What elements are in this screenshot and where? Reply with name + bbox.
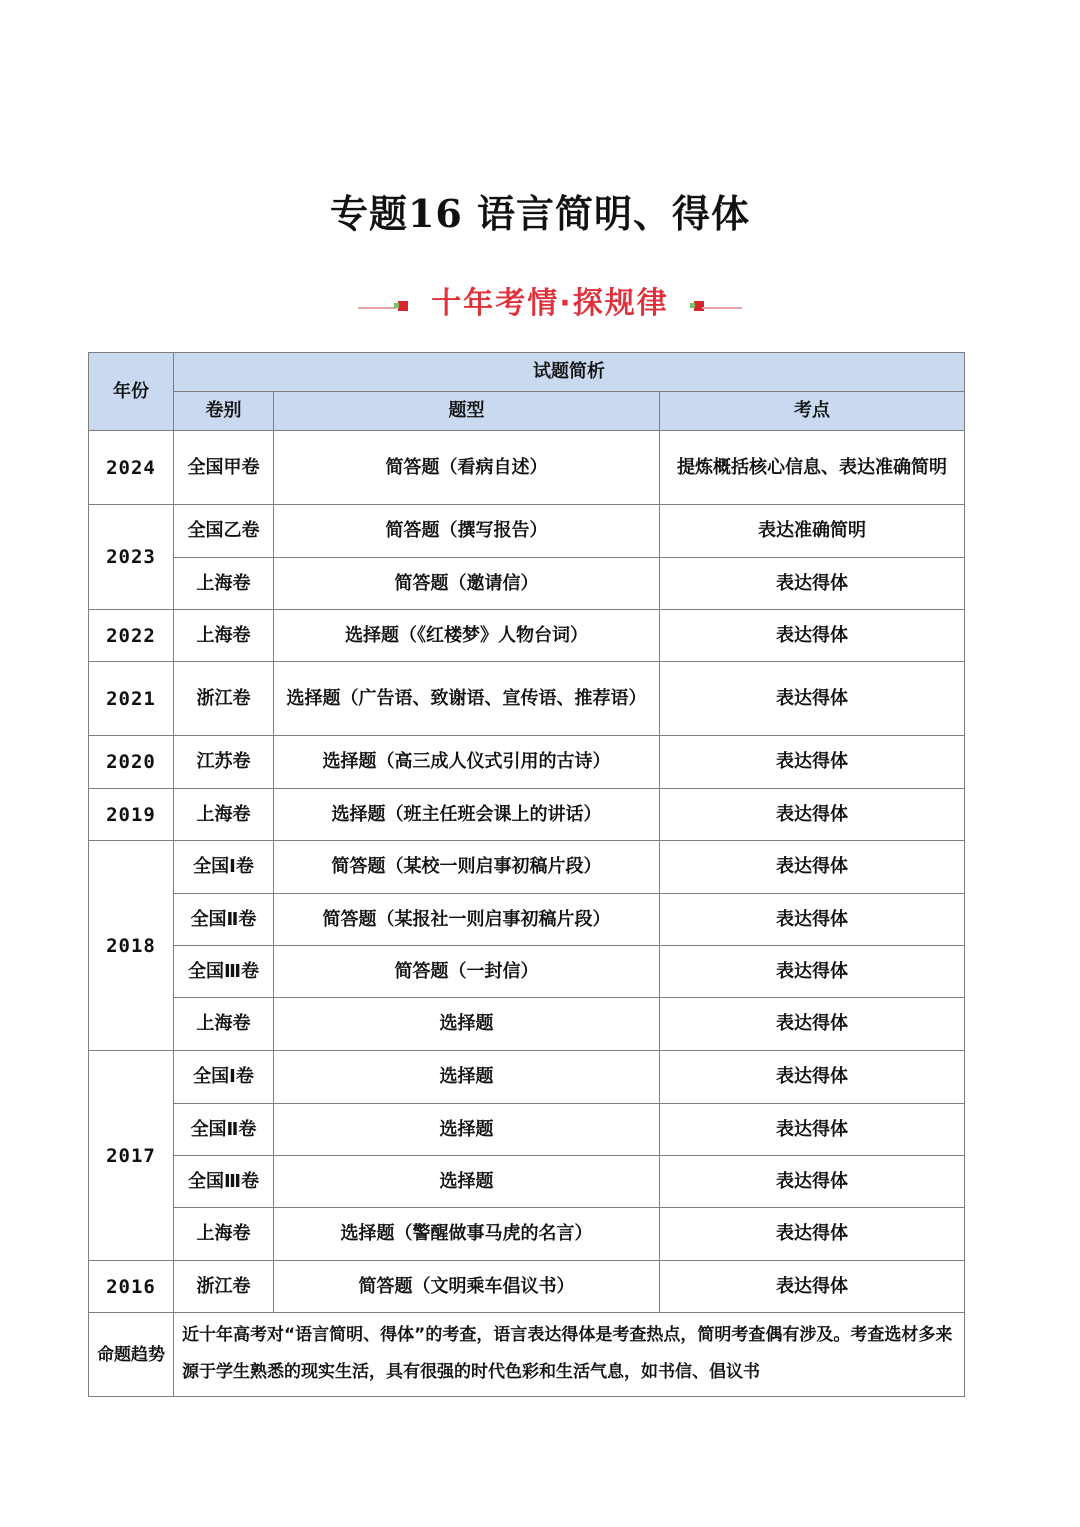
year-cell: 2021	[89, 662, 174, 736]
table-row	[89, 789, 965, 841]
table-row	[89, 431, 965, 505]
table-body	[89, 431, 965, 1397]
type-cell: 选择题	[274, 998, 660, 1051]
table-row	[89, 1156, 965, 1208]
type-cell: 选择题（《红楼梦》人物台词）	[274, 610, 660, 662]
type-cell: 简答题（一封信）	[274, 946, 660, 998]
year-cell: 2024	[89, 431, 174, 505]
year-cell: 2017	[89, 1051, 174, 1261]
paper-cell: 浙江卷	[174, 662, 274, 736]
paper-cell: 全国Ⅱ卷	[174, 894, 274, 946]
header-point: 考点	[660, 392, 965, 431]
type-cell: 简答题（撰写报告）	[274, 505, 660, 558]
point-cell: 表达得体	[660, 894, 965, 946]
type-cell: 选择题（高三成人仪式引用的古诗）	[274, 736, 660, 789]
point-cell: 表达得体	[660, 1261, 965, 1313]
point-cell: 表达得体	[660, 558, 965, 610]
point-cell: 表达得体	[660, 789, 965, 841]
year-cell: 2022	[89, 610, 174, 662]
year-cell: 2023	[89, 505, 174, 610]
table-row	[89, 610, 965, 662]
paper-cell: 江苏卷	[174, 736, 274, 789]
paper-cell: 全国Ⅲ卷	[174, 1156, 274, 1208]
table-row	[89, 736, 965, 789]
type-cell: 选择题（警醒做事马虎的名言）	[274, 1208, 660, 1261]
table-row	[89, 1051, 965, 1104]
header-paper: 卷别	[174, 392, 274, 431]
type-cell: 选择题	[274, 1104, 660, 1156]
type-cell: 简答题（某报社一则启事初稿片段）	[274, 894, 660, 946]
table-row	[89, 1261, 965, 1313]
header-type: 题型	[274, 392, 660, 431]
section-banner	[340, 278, 760, 326]
point-cell: 表达得体	[660, 736, 965, 789]
paper-cell: 上海卷	[174, 610, 274, 662]
point-cell: 表达得体	[660, 841, 965, 894]
trend-row	[89, 1313, 965, 1397]
type-cell: 简答题（看病自述）	[274, 431, 660, 505]
banner-text: 十年考情·探规律	[431, 286, 669, 321]
exam-analysis-table	[88, 352, 965, 1397]
paper-cell: 浙江卷	[174, 1261, 274, 1313]
year-cell: 2016	[89, 1261, 174, 1313]
year-cell: 2018	[89, 841, 174, 1051]
table-row	[89, 1104, 965, 1156]
trend-text: 近十年高考对“语言简明、得体”的考查，语言表达得体是考查热点，简明考查偶有涉及。考查选材多来源于学生熟悉的现实生活，具有很强的时代色彩和生活气息，如书信、倡议书	[174, 1313, 965, 1397]
table-row	[89, 998, 965, 1051]
type-cell: 简答题（文明乘车倡议书）	[274, 1261, 660, 1313]
table-row	[89, 505, 965, 558]
point-cell: 表达准确简明	[660, 505, 965, 558]
point-cell: 表达得体	[660, 1104, 965, 1156]
table-row	[89, 1208, 965, 1261]
point-cell: 表达得体	[660, 610, 965, 662]
type-cell: 选择题	[274, 1156, 660, 1208]
paper-cell: 全国Ⅱ卷	[174, 1104, 274, 1156]
type-cell: 选择题（班主任班会课上的讲话）	[274, 789, 660, 841]
point-cell: 表达得体	[660, 1208, 965, 1261]
page-title: 专题16 语言简明、得体	[329, 191, 751, 236]
paper-cell: 上海卷	[174, 789, 274, 841]
paper-cell: 全国乙卷	[174, 505, 274, 558]
paper-cell: 全国Ⅰ卷	[174, 1051, 274, 1104]
paper-cell: 上海卷	[174, 558, 274, 610]
type-cell: 选择题（广告语、致谢语、宣传语、推荐语）	[274, 662, 660, 736]
point-cell: 表达得体	[660, 1156, 965, 1208]
point-cell: 表达得体	[660, 946, 965, 998]
paper-cell: 全国Ⅲ卷	[174, 946, 274, 998]
table-row	[89, 558, 965, 610]
trend-label: 命题趋势	[89, 1313, 174, 1397]
type-cell: 选择题	[274, 1051, 660, 1104]
banner-line-right	[702, 307, 742, 309]
point-cell: 表达得体	[660, 998, 965, 1051]
table-row	[89, 894, 965, 946]
paper-cell: 全国Ⅰ卷	[174, 841, 274, 894]
type-cell: 简答题（邀请信）	[274, 558, 660, 610]
paper-cell: 上海卷	[174, 1208, 274, 1261]
year-cell: 2019	[89, 789, 174, 841]
point-cell: 提炼概括核心信息、表达准确简明	[660, 431, 965, 505]
type-cell: 简答题（某校一则启事初稿片段）	[274, 841, 660, 894]
header-year: 年份	[89, 353, 174, 431]
paper-cell: 全国甲卷	[174, 431, 274, 505]
banner-ornament-right-icon	[694, 301, 704, 311]
table-row	[89, 662, 965, 736]
table-row	[89, 946, 965, 998]
table-row	[89, 841, 965, 894]
year-cell: 2020	[89, 736, 174, 789]
paper-cell: 上海卷	[174, 998, 274, 1051]
point-cell: 表达得体	[660, 662, 965, 736]
header-group: 试题简析	[174, 353, 965, 392]
point-cell: 表达得体	[660, 1051, 965, 1104]
